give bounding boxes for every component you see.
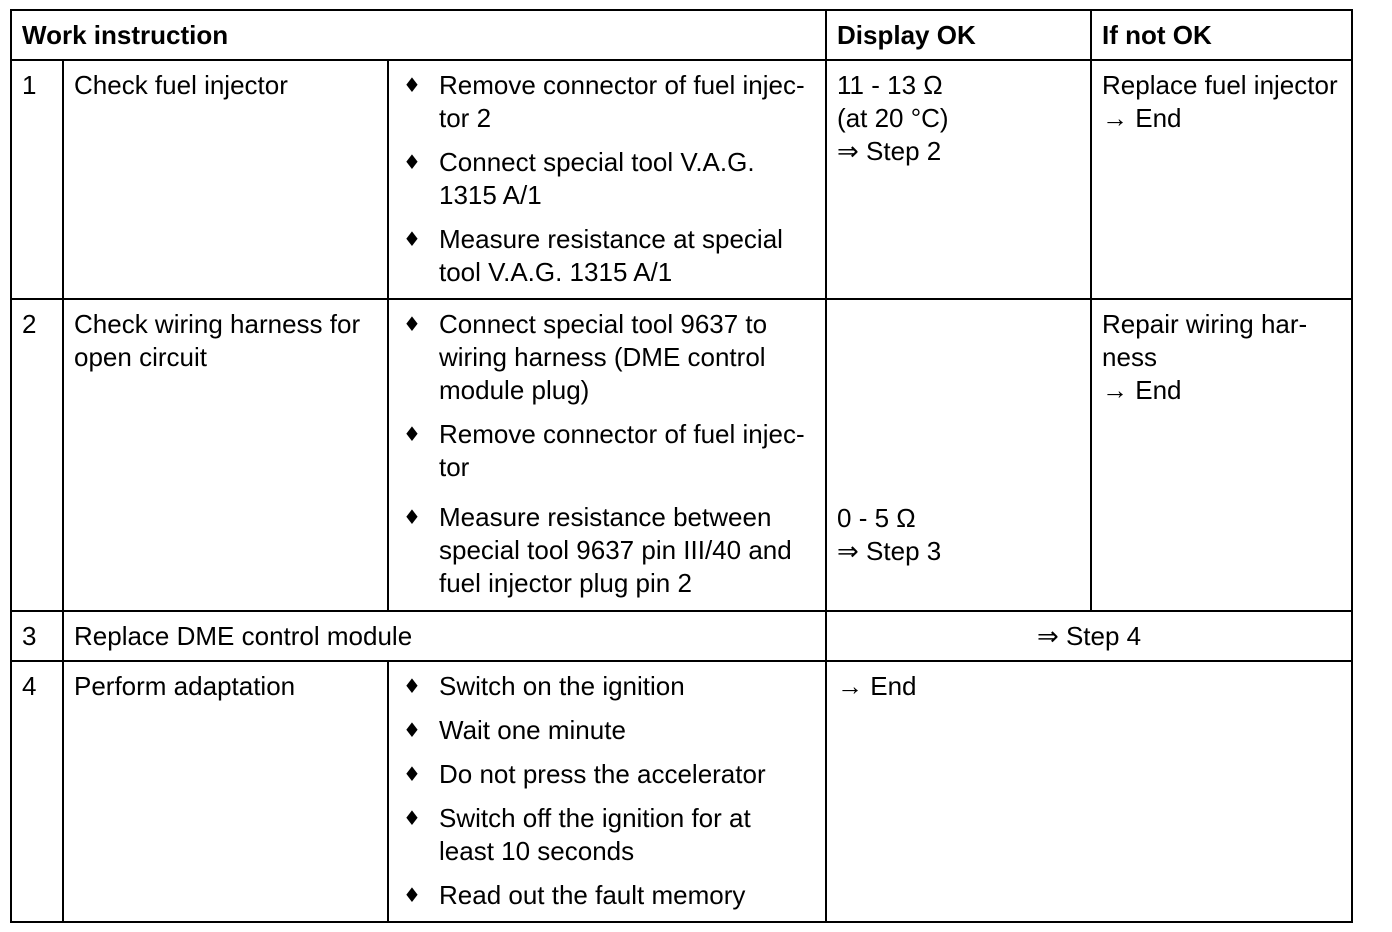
if-not-ok-cell — [1091, 299, 1352, 611]
action-text: Switch off the ignition for at least 10 seconds — [439, 803, 751, 866]
if-not-ok-action-cont: ness — [1102, 342, 1157, 372]
action-item — [399, 758, 825, 791]
display-ok-next: ⇒ Step 3 — [837, 536, 942, 566]
work-instruction-table-wrapper — [10, 9, 1353, 923]
table-row — [11, 60, 1352, 299]
display-ok-next: ⇒ Step 2 — [837, 136, 942, 166]
if-not-ok-action: Replace fuel injector — [1102, 70, 1338, 100]
action-item — [399, 146, 825, 212]
action-item — [399, 802, 825, 868]
table-row — [11, 661, 1352, 922]
step-actions — [388, 60, 826, 299]
header-display-ok: Display OK — [826, 10, 1091, 60]
if-not-ok-next: → End — [1102, 375, 1182, 405]
action-text: Wait one minute — [439, 715, 626, 745]
action-list — [399, 69, 825, 289]
action-text: Read out the fault memory — [439, 880, 746, 910]
step-number: 2 — [11, 299, 63, 611]
action-text: Switch on the ignition — [439, 671, 685, 701]
if-not-ok-next: → End — [1102, 103, 1182, 133]
action-text: Measure resistance at special tool V.A.G. 1315 A/1 — [439, 224, 783, 287]
step-number: 3 — [11, 611, 63, 661]
display-ok-cell — [826, 60, 1091, 299]
table-row — [11, 611, 1352, 661]
action-text: Do not press the accelerator — [439, 759, 766, 789]
display-ok-cell — [826, 299, 1091, 611]
table-row — [11, 299, 1352, 611]
action-text: Measure resistance between special tool 9637 pin III/40 and fuel injector plug pin 2 — [439, 502, 792, 598]
step-title: Perform adaptation — [63, 661, 388, 922]
display-ok-condition: (at 20 °C) — [837, 103, 949, 133]
if-not-ok-cell — [1091, 60, 1352, 299]
action-text: Remove connector of fuel injec- tor — [439, 419, 805, 482]
display-ok-cell: ⇒ Step 4 — [826, 611, 1352, 661]
display-ok-value: 11 - 13 Ω — [837, 70, 943, 100]
work-instruction-table — [10, 9, 1353, 923]
step-title: Check fuel injector — [63, 60, 388, 299]
step-title: Check wiring harness for open circuit — [63, 299, 388, 611]
action-text: Connect special tool V.A.G. 1315 A/1 — [439, 147, 755, 210]
action-list — [399, 308, 825, 600]
if-not-ok-action: Repair wiring har- — [1102, 309, 1308, 339]
action-item — [399, 670, 825, 703]
action-item — [399, 714, 825, 747]
step-actions — [388, 661, 826, 922]
action-item — [399, 69, 825, 135]
action-item — [399, 223, 825, 289]
step-actions — [388, 299, 826, 611]
step-number: 1 — [11, 60, 63, 299]
action-list — [399, 670, 825, 912]
action-item — [399, 308, 825, 407]
table-header-row — [11, 10, 1352, 60]
action-text: Remove connector of fuel injec- tor 2 — [439, 70, 805, 133]
header-work-instruction: Work instruction — [11, 10, 826, 60]
action-text: Connect special tool 9637 to wiring harness (DME control module plug) — [439, 309, 768, 405]
step-number: 4 — [11, 661, 63, 922]
action-item — [399, 418, 825, 484]
action-item — [399, 879, 825, 912]
display-ok-cell: → End — [826, 661, 1352, 922]
display-ok-value: 0 - 5 Ω — [837, 503, 916, 533]
step-title: Replace DME control module — [63, 611, 826, 661]
action-item — [399, 501, 825, 600]
header-if-not-ok: If not OK — [1091, 10, 1352, 60]
